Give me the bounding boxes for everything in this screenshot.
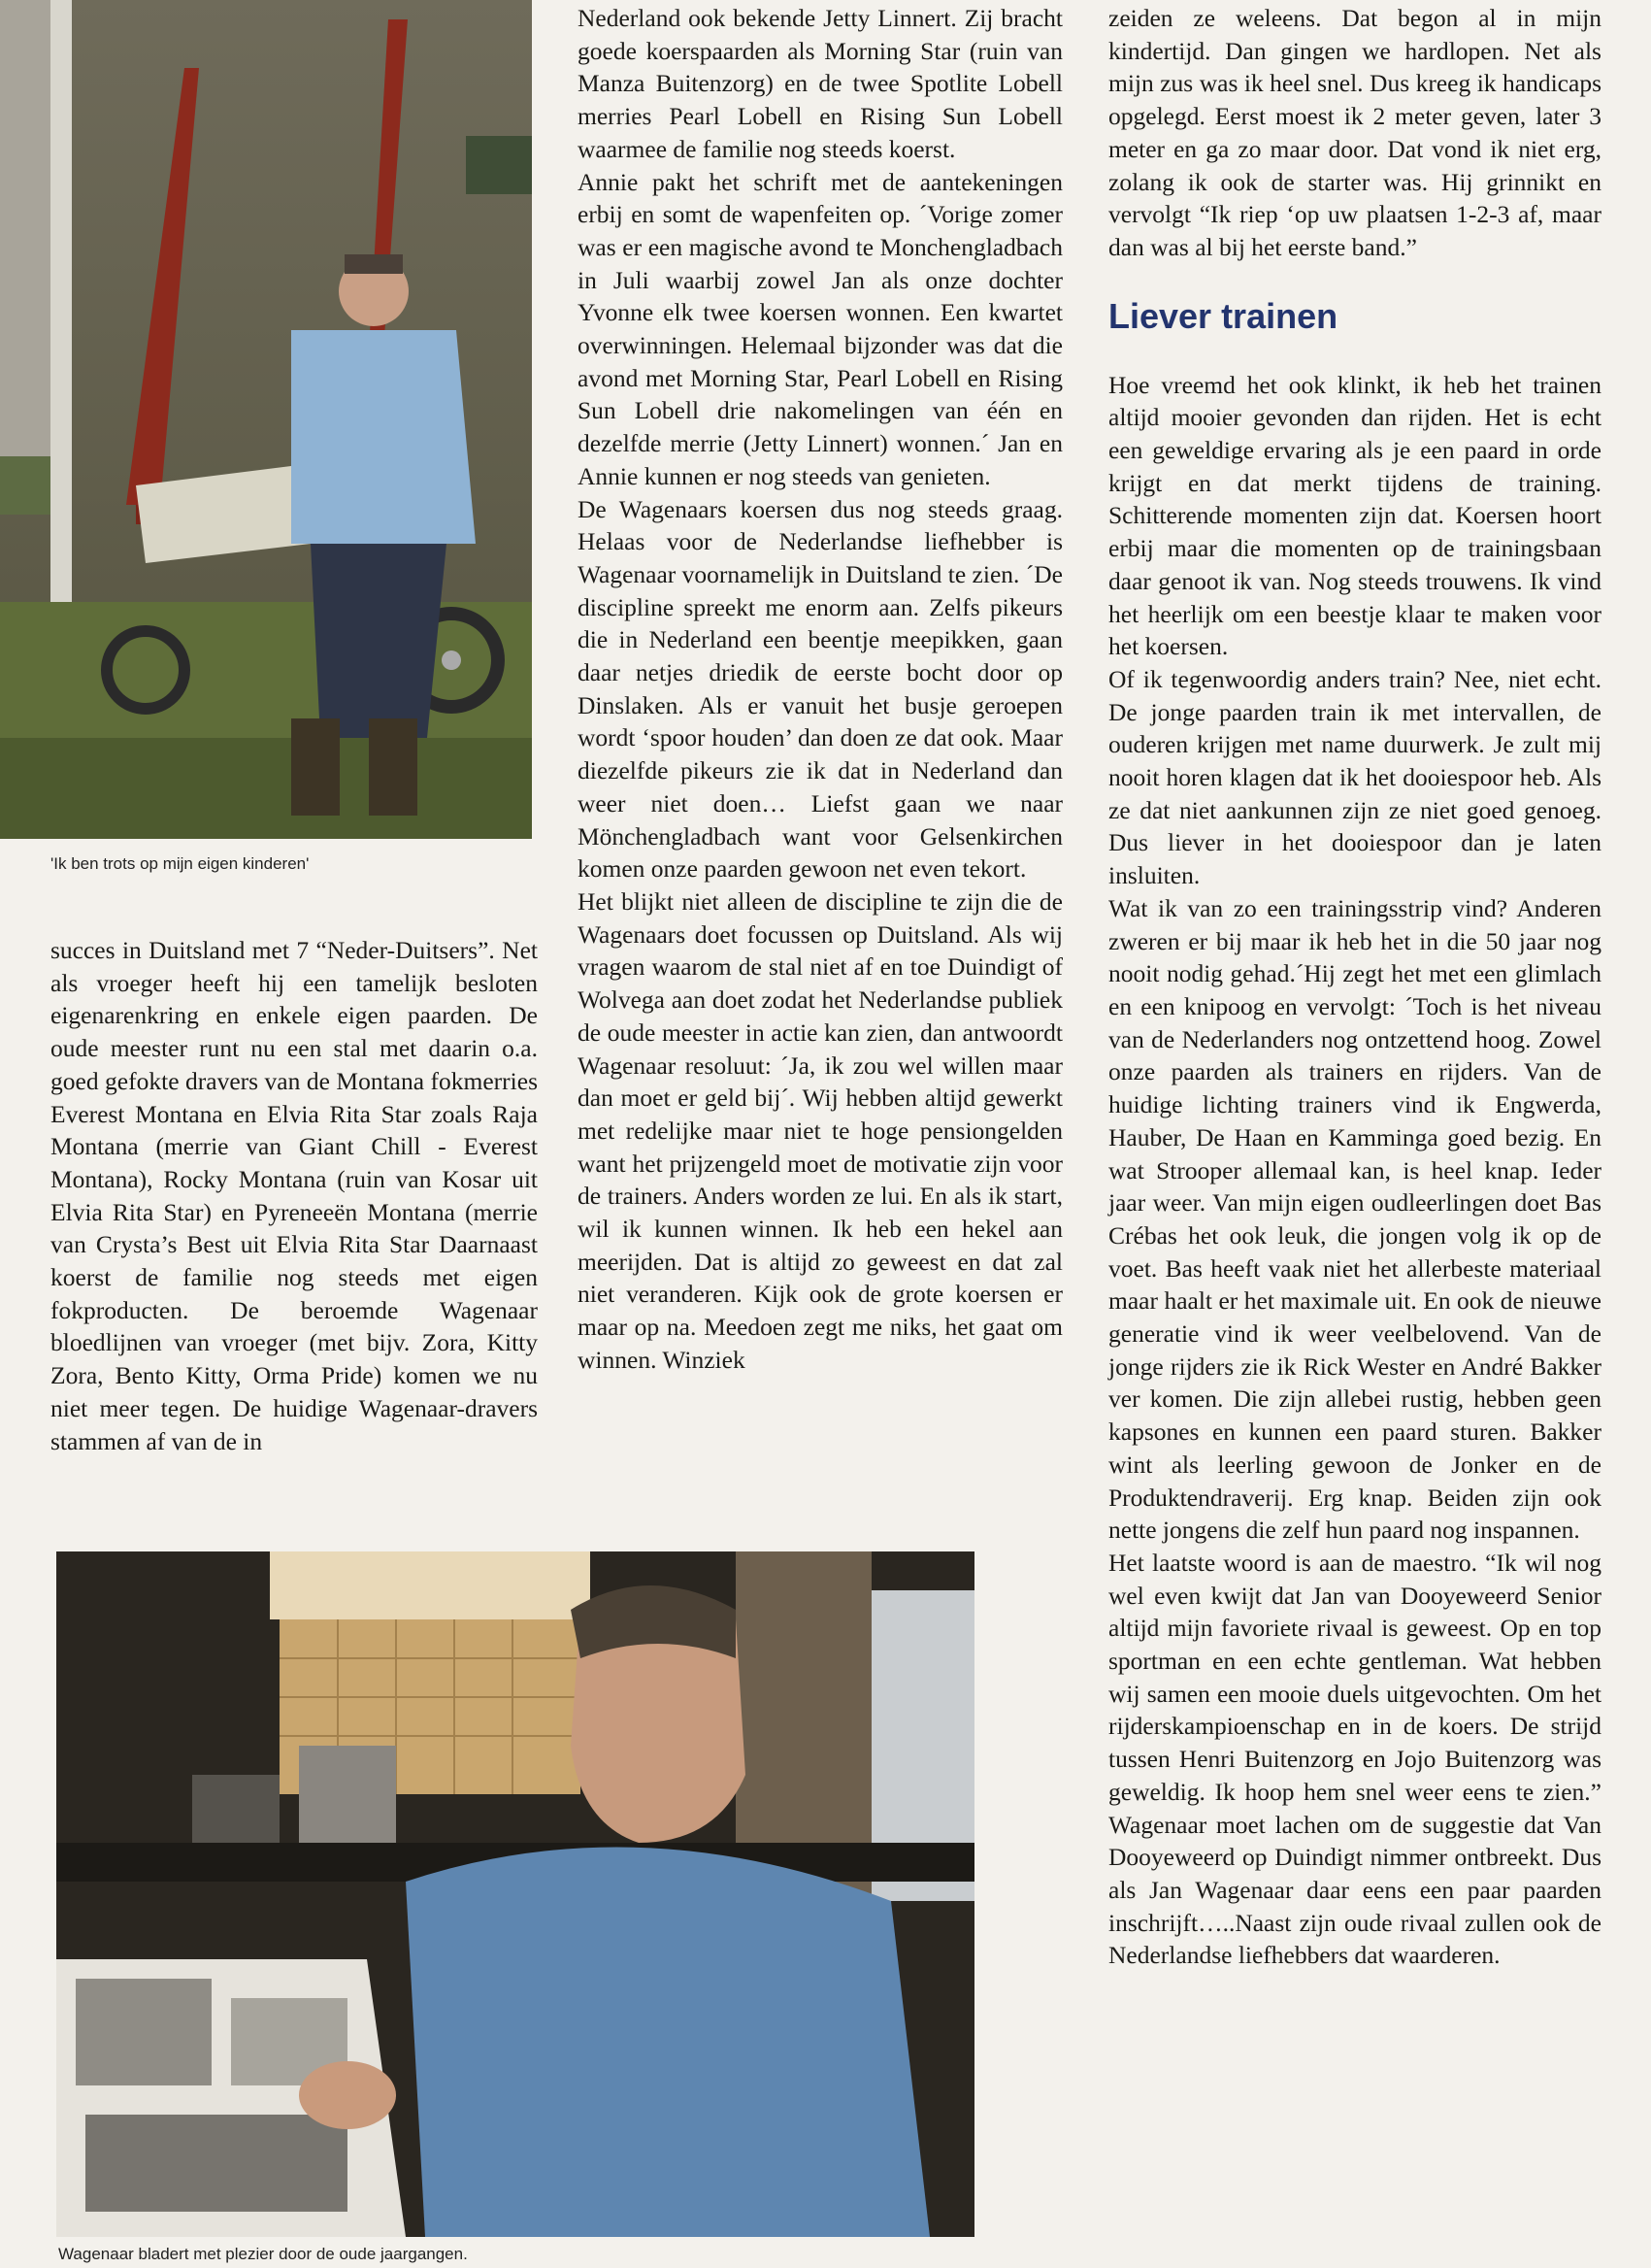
photo-bottom-caption: Wagenaar bladert met plezier door de oude jaargangen.: [58, 2245, 468, 2263]
section-heading: Liever trainen: [1108, 295, 1338, 336]
paragraph: De Wagenaars koersen dus nog steeds graag. Helaas voor de Nederlandse liefhebber is Wagenaar voornamelijk in Duitsland te zien. ´De discipline spreekt me enorm aan. Zelfs pikeurs die in Nederland een beentje meepikken, gaan daar netjes driedik de eerste bocht door op Dinslaken. Als er vanuit het busje geroepen wordt ‘spoor houden’ dan doen ze dat ook. Maar diezelfde pikeurs zie ik dat in Nederland dan weer niet doen… Liefst gaan we naar Mönchengladbach want voor Gelsenkirchen komen onze paarden gewoon net even tekort.: [578, 494, 1063, 884]
column-left: [50, 934, 538, 1457]
paragraph: zeiden ze weleens. Dat begon al in mijn kindertijd. Dan gingen we hardlopen. Net als mijn zus was ik heel snel. Dus kreeg ik handicaps opgelegd. Eerst moest ik 2 meter geven, later 3 meter en ga zo maar door. Dat vond ik niet erg, zolang ik ook de starter was. Hij grinnikt en vervolgt “Ik riep ‘op uw plaatsen 1-2-3 af, maar dan was al bij het eerste band.”: [1108, 4, 1601, 261]
paragraph: Of ik tegenwoordig anders train? Nee, niet echt. De jonge paarden train ik met intervallen, de ouderen krijgen met name duurwerk. Je zult mij nooit horen klagen dat ik het dooiespoor heb. Als ze dat niet aankunnen zijn ze niet goed genoeg. Dus liever in het dooiespoor dan je laten insluiten.: [1108, 664, 1601, 890]
photo-man-reading: [56, 1551, 974, 2237]
column-right: [1108, 2, 1601, 1972]
paragraph: Hoe vreemd het ook klinkt, ik heb het trainen altijd mooier gevonden dan rijden. Het is echt een geweldige ervaring als je een paard in orde krijgt en dat merkt tijdens de training. Schitterende momenten zijn dat. Koersen hoort erbij maar die momenten op de trainingsbaan daar genoot ik van. Nog steeds trouwens. Ik vind het heerlijk om een beestje klaar te maken voor het koersen.: [1108, 370, 1601, 661]
photo-man-with-sulky: [0, 0, 532, 839]
photo-top-caption: 'Ik ben trots op mijn eigen kinderen': [50, 854, 310, 873]
paragraph: Het blijkt niet alleen de discipline te zijn die de Wagenaars doet focussen op Duitsland. Als wij vragen waarom de stal niet af en toe Duindigt of Wolvega aan doet zodat het Nederlandse publiek de oude meester in actie kan zien, dan antwoordt Wagenaar resoluut: ´Ja, ik zou wel willen maar dan moet er geld bij´. Wij hebben altijd gewerkt met redelijke maar niet te hoge pensiongelden want het prijzengeld moet de motivatie zijn voor de trainers. Anders worden ze lui. En als ik start, wil ik kunnen winnen. Ik heb een hekel aan meerijden. Dat is altijd zo geweest en dat zal niet veranderen. Kijk ook de grote koersen er maar op na. Meedoen zegt me niks, het gaat om winnen. Winziek: [578, 886, 1063, 1374]
column-middle: [578, 2, 1063, 1377]
paragraph: Wat ik van zo een trainingsstrip vind? Anderen zweren er bij maar ik heb het in die 50 jaar nog nooit nodig gehad.´Hij zegt het met een glimlach en een knipoog en vervolgt: ´Toch is het niveau van de Nederlanders nog ontzettend hoog. Zowel onze paarden als trainers en rijders. Van de huidige lichting trainers vind ik Engwerda, Hauber, De Haan en Kamminga goed bezig. En wat Strooper allemaal kan, is heel knap. Ieder jaar weer. Van mijn eigen oudleerlingen doet Bas Crébas het ook leuk, die jongen volg ik op de voet. Bas heeft vaak niet het allerbeste materiaal maar haalt er het maximale uit. En ook de nieuwe generatie vind ik weer veelbelovend. Van de jonge rijders zie ik Rick Wester en André Bakker ver komen. Die zijn allebei rustig, hebben geen kapsones en kunnen een paard sturen. Bakker wint als leerling gewoon de Jonker en de Produktendraverij. Erg knap. Beiden zijn ook nette jongens die zelf hun paard nog inspannen.: [1108, 893, 1601, 1545]
paragraph: Nederland ook bekende Jetty Linnert. Zij bracht goede koerspaarden als Morning Star (ruin van Manza Buitenzorg) en de twee Spotlite Lobell merries Pearl Lobell en Rising Sun Lobell waarmee de familie nog steeds koerst.: [578, 4, 1063, 163]
paragraph: Annie pakt het schrift met de aantekeningen erbij en somt de wapenfeiten op. ´Vorige zomer was er een magische avond te Monchengladbach in Juli waarbij zowel Jan als onze dochter Yvonne elk twee koersen wonnen. Een kwartet overwinningen. Helemaal bijzonder was dat die avond met Morning Star, Pearl Lobell en Rising Sun Lobell drie nakomelingen van één en dezelfde merrie (Jetty Linnert) wonnen.´ Jan en Annie kunnen er nog steeds van genieten.: [578, 167, 1063, 490]
paragraph: succes in Duitsland met 7 “Neder-Duitsers”. Net als vroeger heeft hij een tamelijk besloten eigenarenkring en enkele eigen paarden. De oude meester runt nu een stal met daarin o.a. goed gefokte dravers van de Montana fokmerries Everest Montana en Elvia Rita Star zoals Raja Montana (merrie van Giant Chill - Everest Montana), Rocky Montana (ruin van Kosar uit Elvia Rita Star) en Pyreneeën Montana (merrie van Crysta’s Best uit Elvia Rita Star Daarnaast koerst de familie nog steeds met eigen fokproducten. De beroemde Wagenaar bloedlijnen van vroeger (met bijv. Zora, Kitty Zora, Bento Kitty, Orma Pride) komen we nu niet meer tegen. De huidige Wagenaar-dravers stammen af van de in: [50, 936, 538, 1455]
paragraph: Het laatste woord is aan de maestro. “Ik wil nog wel even kwijt dat Jan van Dooyeweerd Senior altijd mijn favoriete rivaal is geweest. Op en top sportman en een echte gentleman. Wat hebben wij samen een mooie duels uitgevochten. Om het rijderskampioenschap en in de koers. De strijd tussen Henri Buitenzorg en Jojo Buitenzorg was geweldig. Ik hoop hem snel weer eens te zien.” Wagenaar moet lachen om de suggestie dat Van Dooyeweerd op Duindigt nimmer ontbreekt. Dus als Jan Wagenaar daar eens een paar paarden inschrijft…..Naast zijn oude rivaal zullen ook de Nederlandse liefhebbers dat waarderen.: [1108, 1548, 1601, 1970]
